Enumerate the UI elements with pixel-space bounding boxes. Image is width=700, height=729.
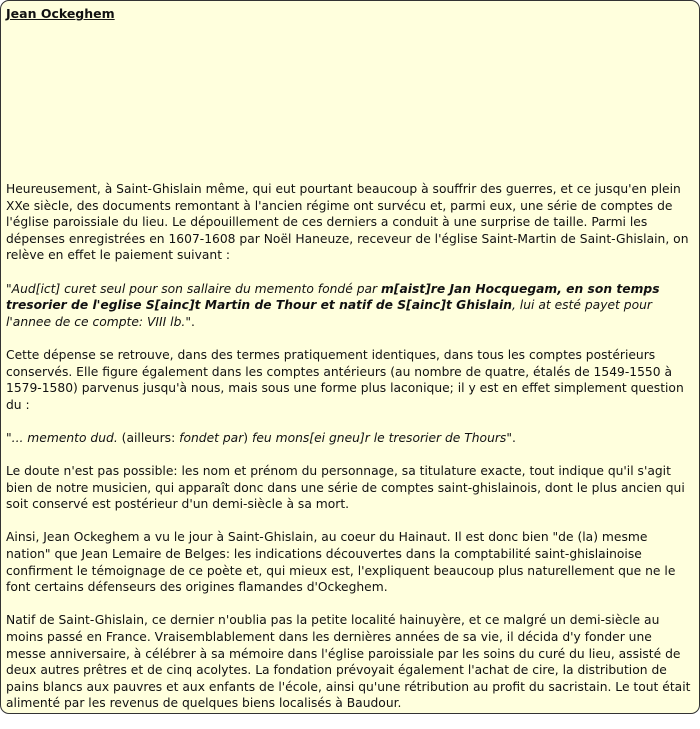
quote-close: ".: [506, 430, 516, 445]
paragraph-earlier-accounts: Cette dépense se retrouve, dans des termes pratiquement identiques, dans tous les comptes postérieurs conservés. Elle figure également dans les comptes antérieurs (au nombre de quatre, étalés de 1549-1550 à 1579-1580) parvenus jusqu'à nous, mais sous une forme plus laconique; il y est en effet simplement question du :: [6, 347, 684, 412]
paragraph-identification: Le doute n'est pas possible: les nom et prénom du personnage, sa titulature exacte, tout indique qu'il s'agit bien de notre musicien, qui apparaît donc dans une série de comptes saint-ghislainois, dont le plus ancien qui soit conservé est postérieur d'un demi-siècle à sa mort.: [6, 464, 685, 512]
quote-italic-tresorier: feu mons[ei gneu]r le tresorier de Thours: [252, 430, 507, 445]
quote-payment-record: [6, 281, 694, 331]
quote-bold-text: m[aist]re Jan Hocquegam, en son temps tresorier de l'eglise S[ainc]t Martin de Thour et natif de S[ainc]t Ghislain: [6, 281, 660, 313]
paragraph-birthplace: Ainsi, Jean Ockeghem a vu le jour à Saint-Ghislain, au coeur du Hainaut. Il est donc bien "de (la) mesme nation" que Jean Lemaire de Belges: les indications découvertes dans la comptabilité saint-ghislainoise confirment le témoignage de ce poète et, qui mieux est, l'expliquent beaucoup plus naturellement que ne le font certains défenseurs des origines flamandes d'Ockeghem.: [6, 530, 676, 595]
quote-open: ": [6, 430, 12, 445]
quote-plain-ailleurs: (ailleurs:: [117, 430, 180, 445]
paragraph-intro: Heureusement, à Saint-Ghislain même, qui eut pourtant beaucoup à souffrir des guerres, et ce jusqu'en plein XXe siècle, des documents remontant à l'ancien régime ont survécu et, parmi eux, une série de comptes de l'église paroissiale du lieu. Le dépouillement de ces derniers a conduit à une surprise de taille. Parmi les dépenses enregistrées en 1607-1608 par Noël Haneuze, receveur de l'église Saint-Martin de Saint-Ghislain, on relève en effet le paiement suivant :: [6, 182, 689, 263]
quote-memento: [6, 430, 694, 447]
article-title: Jean Ockeghem: [6, 6, 115, 21]
quote-open: ": [6, 281, 12, 296]
quote-italic-fondet: fondet par: [179, 430, 244, 445]
quote-italic-memento: ... memento dud.: [11, 430, 118, 445]
quote-plain-paren: ): [243, 430, 252, 445]
article-body: [6, 181, 694, 729]
paragraph-foundation: Natif de Saint-Ghislain, ce dernier n'oublia pas la petite localité hainuyère, et ce malgré un demi-siècle au moins passé en France. Vraisemblablement dans les dernières années de sa vie, il décida d'y fonder une messe anniversaire, à célébrer à sa mémoire dans l'église paroissiale par les soins du curé du lieu, assisté de deux autres prêtres et de cinq acolytes. La fondation prévoyait également l'achat de cire, la distribution de pains blancs aux pauvres et aux enfants de l'école, ainsi qu'une rétribution au profit du sacristain. Le tout était alimenté par les revenus de quelques biens localisés à Baudour.: [6, 613, 691, 711]
quote-italic-text: Aud[ict] curet seul pour son sallaire du memento fondé par: [11, 281, 382, 296]
quote-italic-text-end: , lui at esté payet pour l'annee de ce compte: VIII lb.: [6, 298, 652, 329]
quote-close: ".: [185, 314, 195, 329]
